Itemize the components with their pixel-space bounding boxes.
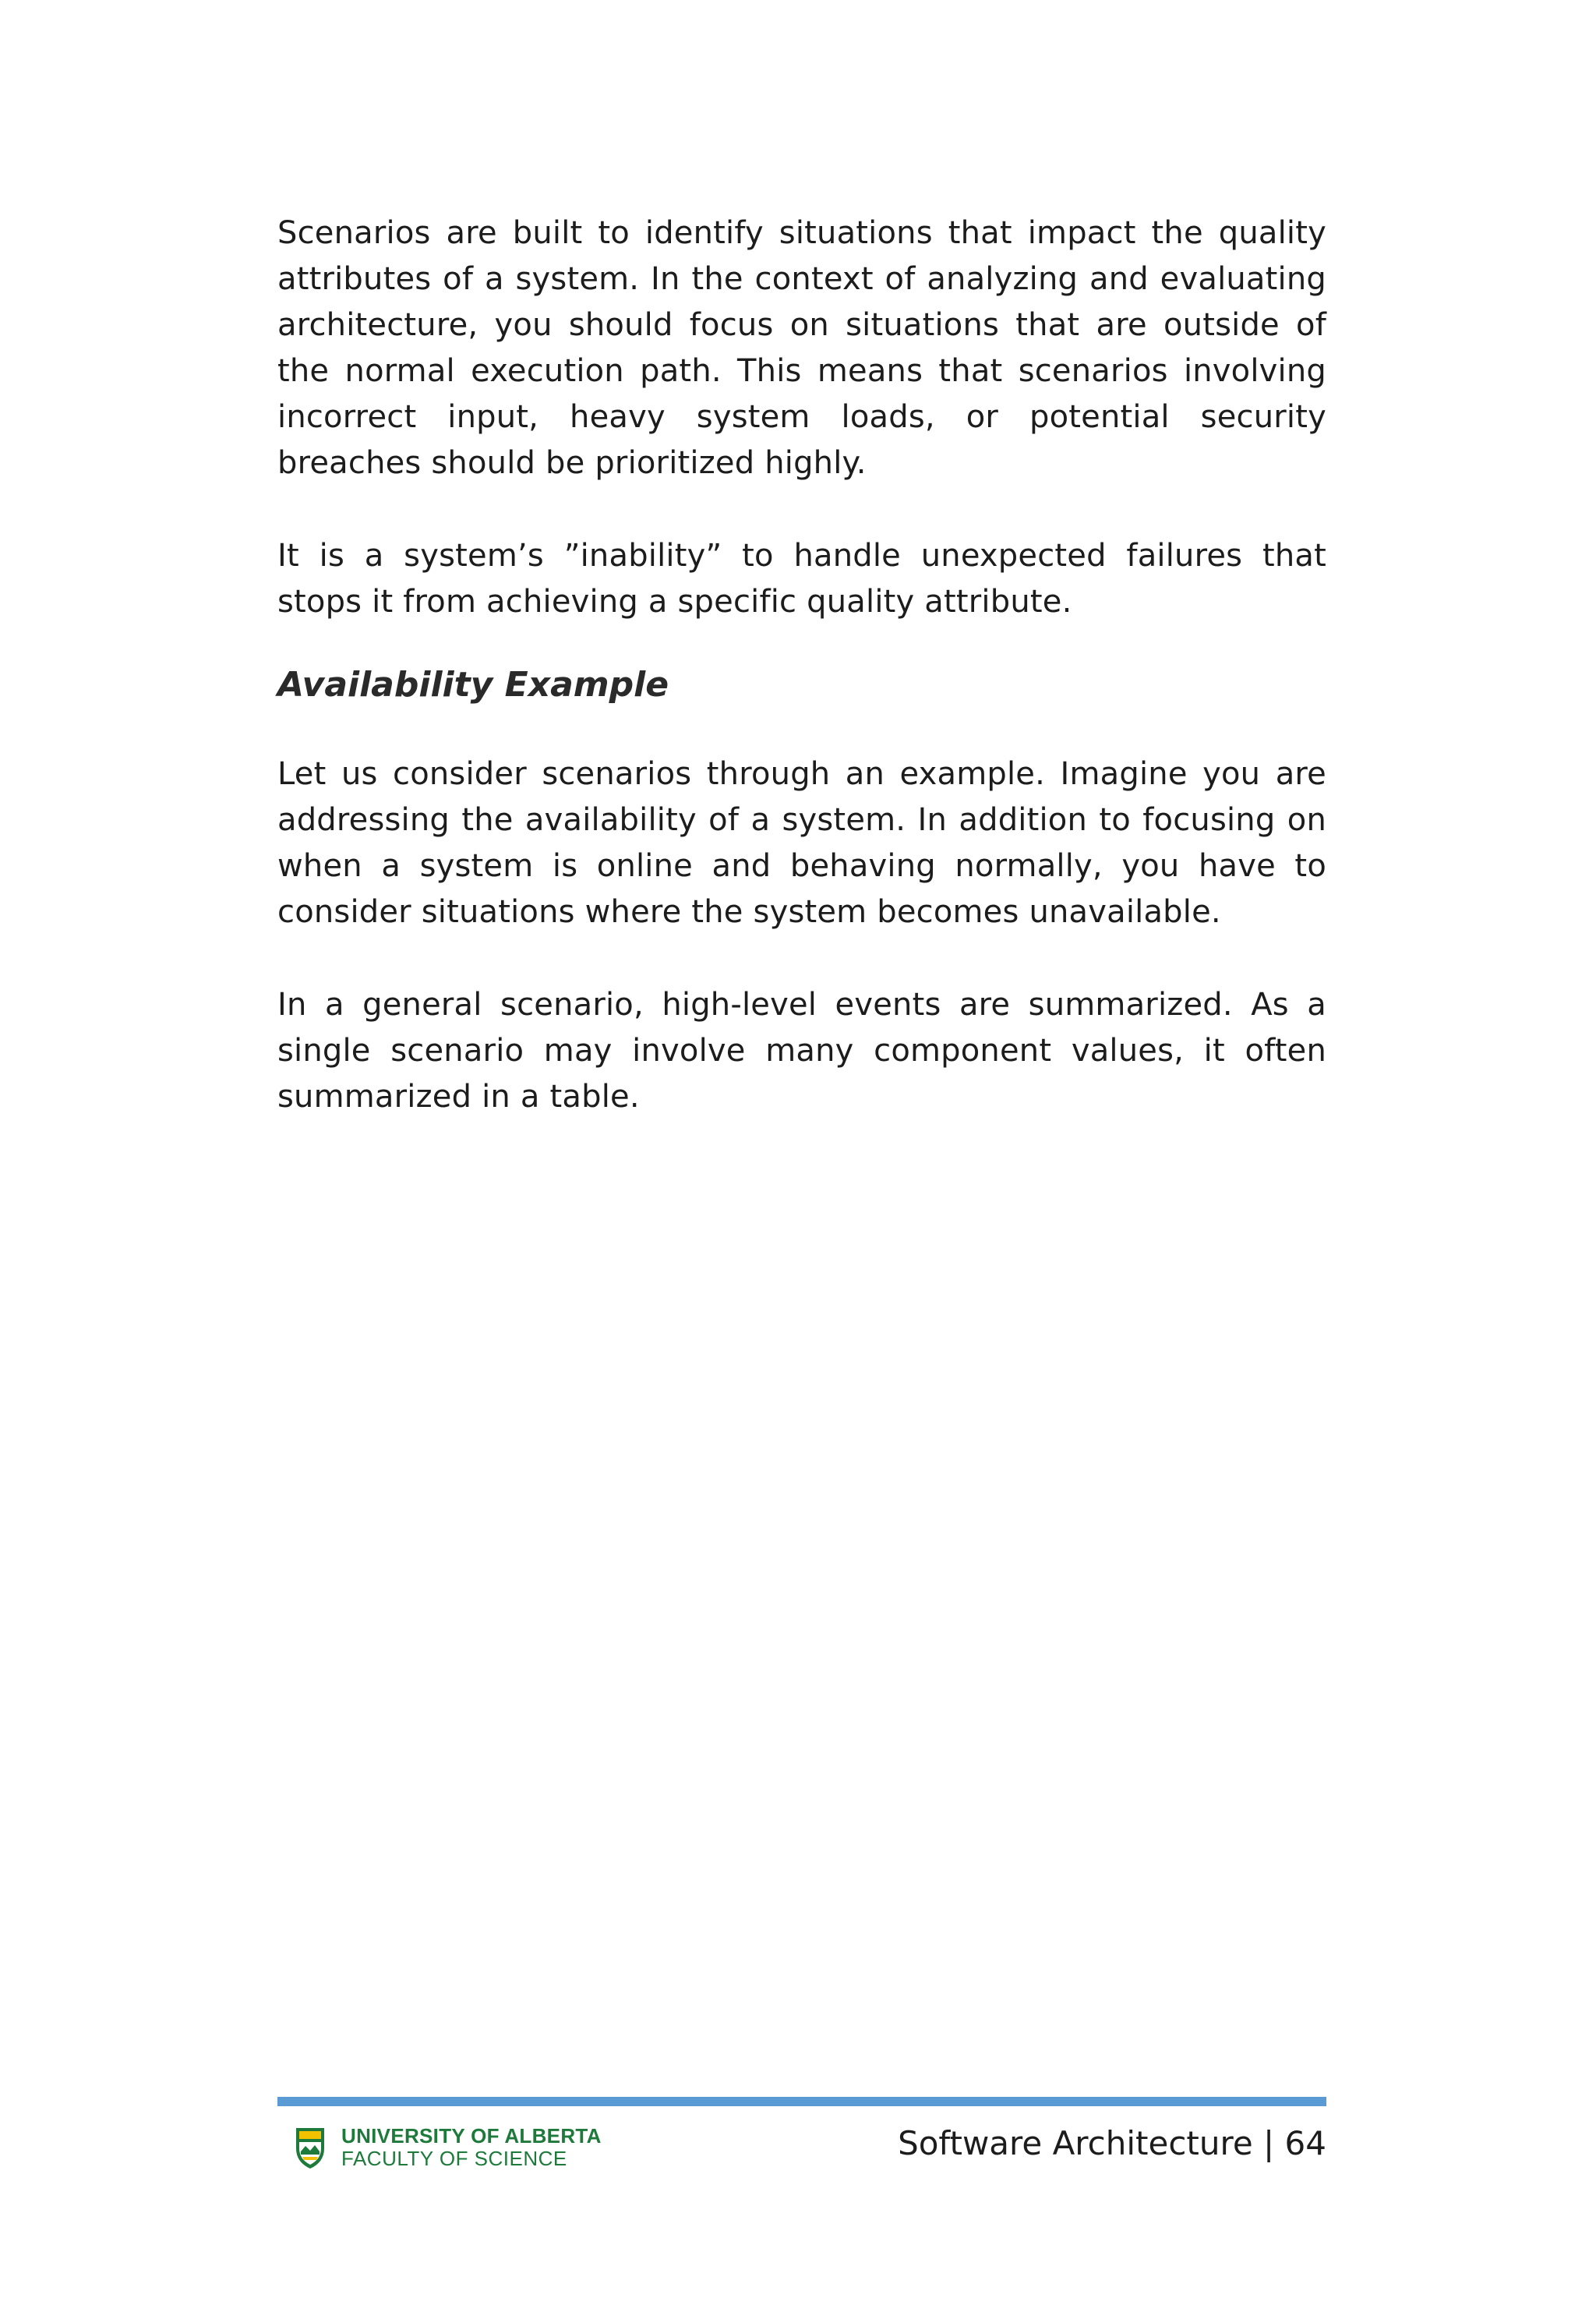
paragraph-scenarios: Scenarios are built to identify situations that impact the quality attributes of a system. In the context of analyzing and evaluating architecture, you should focus on situations that are outside of the normal execution path. This means that scenarios involving incorrect input, heavy system loads, or potential security breaches should be prioritized highly. [277, 215, 1326, 481]
university-crest-icon [295, 2125, 326, 2170]
logo-university-name: UNIVERSITY OF ALBERTA [341, 2124, 602, 2148]
section-heading: Availability Example [277, 665, 669, 705]
logo-faculty-name: FACULTY OF SCIENCE [341, 2147, 567, 2170]
footer-logo [295, 2123, 602, 2172]
footer-rule [277, 2097, 1326, 2106]
paragraph-example: Let us consider scenarios through an example. Imagine you are addressing the availability of a system. In addition to focusing on when a system is online and behaving normally, you have to consider situations where the system becomes unavailable. [277, 756, 1326, 930]
page-content [277, 210, 1326, 1120]
footer-page-label: Software Architecture | 64 [898, 2124, 1326, 2162]
paragraph-general-scenario: In a general scenario, high-level events are summarized. As a single scenario may involve many component values, it often summarized in a table. [277, 987, 1326, 1115]
paragraph-inability: It is a system’s ”inability” to handle unexpected failures that stops it from achieving a specific quality attribute. [277, 538, 1326, 620]
